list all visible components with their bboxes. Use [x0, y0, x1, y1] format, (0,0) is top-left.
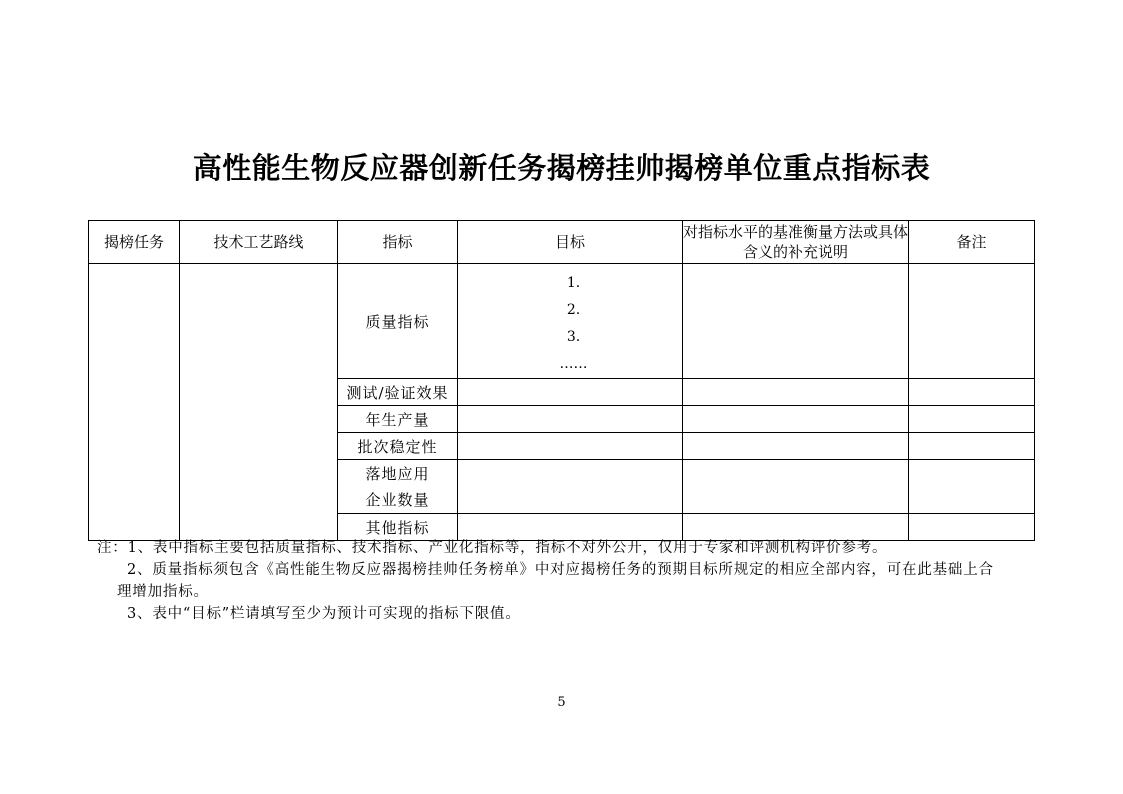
method-cell[interactable]: [683, 379, 909, 406]
target-item: 2.: [566, 302, 581, 318]
indicator-table: [88, 220, 1035, 541]
target-cell[interactable]: [458, 406, 683, 433]
indicator-line: 企业数量: [365, 490, 430, 509]
indicator-cell: 质量指标: [338, 264, 458, 379]
remark-cell[interactable]: [909, 379, 1035, 406]
target-cell[interactable]: [458, 460, 683, 514]
notes: [97, 537, 1037, 625]
header-remark: 备注: [909, 221, 1035, 264]
method-cell[interactable]: [683, 264, 909, 379]
table-header-row: [89, 221, 1035, 264]
remark-cell[interactable]: [909, 264, 1035, 379]
indicator-line: 落地应用: [365, 464, 430, 483]
remark-cell[interactable]: [909, 433, 1035, 460]
page-number: 5: [557, 695, 566, 710]
indicator-cell: 批次稳定性: [338, 433, 458, 460]
note-3: 3、表中“目标”栏请填写至少为预计可实现的指标下限值。: [127, 606, 521, 622]
header-task: 揭榜任务: [89, 221, 180, 264]
note-1: 注：1、表中指标主要包括质量指标、技术指标、产业化指标等，指标不对外公开，仅用于专家和评测机构评价参考。: [97, 540, 888, 556]
header-indicator: 指标: [338, 221, 458, 264]
indicator-cell: 年生产量: [338, 406, 458, 433]
page-title: 高性能生物反应器创新任务揭榜挂帅揭榜单位重点指标表: [192, 151, 931, 185]
indicator-cell: 其他指标: [338, 514, 458, 541]
task-cell[interactable]: [89, 264, 180, 541]
target-cell[interactable]: [458, 379, 683, 406]
method-cell[interactable]: [683, 406, 909, 433]
remark-cell[interactable]: [909, 406, 1035, 433]
route-cell[interactable]: [180, 264, 338, 541]
indicator-cell: 测试/验证效果: [338, 379, 458, 406]
target-item: ……: [559, 356, 588, 372]
target-cell[interactable]: [458, 433, 683, 460]
indicator-cell: [338, 460, 458, 514]
header-route: 技术工艺路线: [180, 221, 338, 264]
table-row: [89, 264, 1035, 379]
header-target: 目标: [458, 221, 683, 264]
remark-cell[interactable]: [909, 460, 1035, 514]
target-cell[interactable]: [458, 264, 683, 379]
method-cell[interactable]: [683, 460, 909, 514]
note-2: 2、质量指标须包含《高性能生物反应器揭榜挂帅任务榜单》中对应揭榜任务的预期目标所规定的相应全部内容，可在此基础上合: [127, 562, 994, 578]
note-2-continued: 理增加指标。: [117, 584, 209, 600]
target-item: 3.: [566, 329, 581, 345]
target-item: 1.: [566, 275, 581, 291]
header-method: 对指标水平的基准衡量方法或具体含义的补充说明: [683, 221, 909, 264]
method-cell[interactable]: [683, 433, 909, 460]
